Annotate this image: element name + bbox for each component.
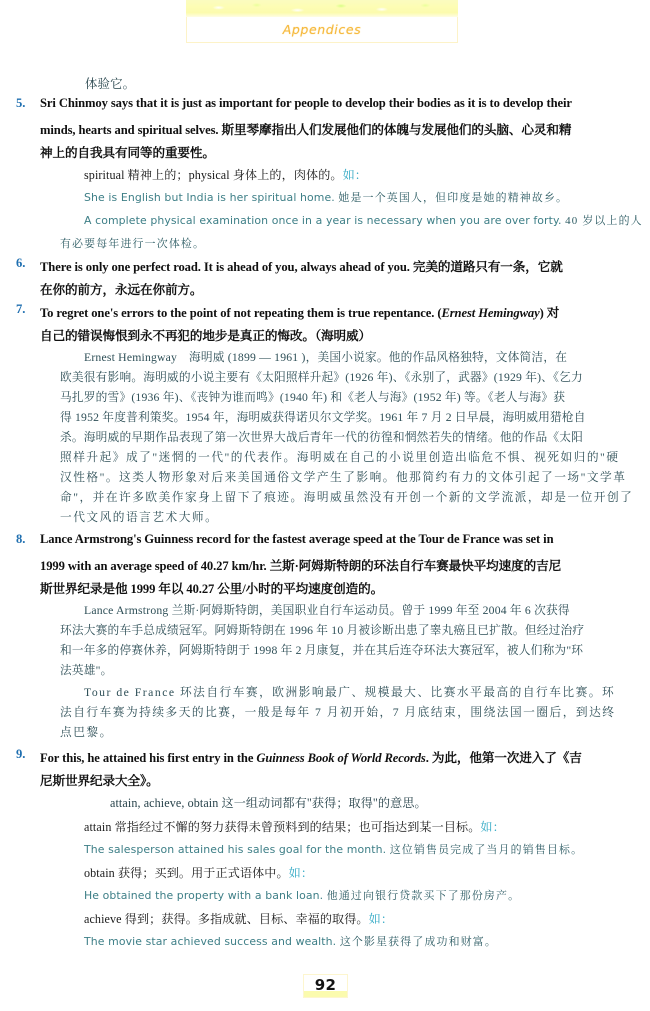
bio-armstrong-line-4: 法英雄"。: [60, 664, 113, 677]
bio-armstrong-line-3: 和一年多的停赛休养，阿姆斯特朗于 1998 年 2 月康复，并在其后连夺环法大赛冠军，被人们称为"环: [60, 644, 584, 657]
bio-hemingway-line-2: 欧美很有影响。海明威的小说主要有《太阳照样升起》(1926 年)、《永别了，武器》(1929 年)、《乞力: [60, 371, 583, 384]
example-physical-1: A complete physical examination once in a year is necessary when you are over forty. 40 岁以上的人: [84, 214, 643, 227]
item-9-line-1: [40, 747, 582, 766]
item-8-line-3: 斯世界纪录是他 1999 年以 40.27 公里/小时的平均速度创造的。: [40, 582, 384, 596]
vocab-gloss-obtain: obtain 获得；买到。用于正式语体中。如：: [84, 866, 314, 880]
example-physical-1-cont: 有必要每年进行一次体检。: [60, 238, 206, 250]
vocab-example-attain: The salesperson attained his sales goal for the month. 这位销售员完成了当月的销售目标。: [84, 843, 584, 856]
cue-word: 如：: [342, 168, 367, 182]
cue-word-attain: 如：: [480, 820, 505, 834]
example-spiritual-1: She is English but India is her spiritual home. 她是一个英国人，但印度是她的精神故乡。: [84, 191, 569, 204]
bio-hemingway-line-1: Ernest Hemingway 海明威 (1899 — 1961 )，美国小说家。他的作品风格独特，文体简洁，在: [84, 351, 568, 364]
cue-word-achieve: 如：: [368, 912, 394, 926]
bio-tourdefrance-line-2: 法自行车赛为持续多天的比赛，一般是每年 7 月初开始，7 月底结束，围绕法国一圈后，到达终: [60, 706, 616, 719]
item-number-8: 8.: [16, 532, 26, 546]
item-7-text-a: To regret one's errors to the point of not repeating them is true repentance. (: [40, 306, 442, 320]
item-7-line-2: 自己的错误悔恨到永不再犯的地步是真正的悔改。（海明威）: [40, 329, 372, 343]
vocab-intro: attain, achieve, obtain 这一组动词都有"获得；取得"的意思。: [110, 796, 427, 810]
bio-hemingway-line-8: 命"，并在许多欧美作家身上留下了痕迹。海明威虽然没有开创一个新的文学流派，却是一位开创了: [60, 491, 634, 504]
page-header: [186, 0, 458, 44]
bio-hemingway-line-4: 得 1952 年度普利策奖。1954 年，海明威获得诺贝尔文学奖。1961 年 7 月 2 日早晨，海明威用猎枪自: [60, 411, 586, 424]
item-7-text-b: ) 对: [539, 306, 560, 320]
item-7-line-1: [40, 302, 559, 321]
bio-armstrong-line-2: 环法大赛的车手总成绩冠军。阿姆斯特朗在 1996 年 10 月被诊断出患了睾丸癌且已扩散。但经过治疗: [60, 624, 585, 637]
item-8-line-2: 1999 with an average speed of 40.27 km/hr. 兰斯·阿姆斯特朗的环法自行车赛最快平均速度的吉尼: [40, 559, 562, 573]
item-6-line-2: 在你的前方，永远在你前方。: [40, 283, 203, 297]
page-number: 92: [314, 976, 337, 994]
header-title-box: [186, 17, 458, 43]
item-number-6: 6.: [16, 256, 26, 270]
vocab-example-obtain: He obtained the property with a bank loan. 他通过向银行贷款买下了那份房产。: [84, 889, 521, 902]
item-number-9: 9.: [16, 747, 26, 761]
bio-tourdefrance-line-3: 点巴黎。: [60, 726, 113, 739]
cue-word-obtain: 如：: [288, 866, 314, 880]
item-9-book-title: Guinness Book of World Records: [256, 751, 426, 765]
item-9-text-a: For this, he attained his first entry in the: [40, 751, 257, 765]
wordnote-headword-spiritual: spiritual 精神上的；physical 身体上的，肉体的。如：: [84, 168, 367, 182]
header-decorative-band: [186, 0, 458, 17]
item-5-line-3: 神上的自我具有同等的重要性。: [40, 146, 215, 160]
vocab-gloss-attain: attain 常指经过不懈的努力获得未曾预料到的结果；也可指达到某一目标。如：: [84, 820, 505, 834]
bio-hemingway-line-7: 汉性格"。这类人物形象对后来美国通俗文学产生了影响。他那简约有力的文体引起了一场"文学革: [60, 471, 627, 484]
item-5-line-2: minds, hearts and spiritual selves. 斯里琴摩指出人们发展他们的体魄与发展他们的头脑、心灵和精: [40, 123, 572, 137]
bio-hemingway-line-6: 照样升起》成了"迷惘的一代"的代表作。海明威在自己的小说里创造出临危不惧、视死如归的"硬: [60, 451, 620, 464]
bio-tourdefrance-line-1: Tour de France 环法自行车赛，欧洲影响最广、规模最大、比赛水平最高的自行车比赛。环: [84, 686, 616, 699]
item-7-attribution: Ernest Hemingway: [441, 306, 540, 320]
item-6-line-1: There is only one perfect road. It is ahead of you, always ahead of you. 完美的道路只有一条，它就: [40, 260, 563, 274]
bio-hemingway-line-5: 杀。海明威的早期作品表现了第一次世界大战后青年一代的彷徨和惘然若失的情绪。他的作品《太阳: [60, 431, 584, 444]
carryover-line: 体验它。: [85, 77, 136, 91]
item-number-7: 7.: [16, 302, 26, 316]
vocab-example-achieve: The movie star achieved success and wealth. 这个影星获得了成功和财富。: [84, 935, 497, 948]
vocab-gloss-achieve: achieve 得到；获得。多指成就、目标、幸福的取得。如：: [84, 912, 394, 926]
bio-hemingway-line-3: 马扎罗的雪》(1936 年)、《丧钟为谁而鸣》(1940 年) 和《老人与海》(1952 年) 等。《老人与海》获: [60, 391, 566, 404]
item-9-text-b: . 为此，他第一次进入了《吉: [425, 751, 582, 765]
page-title: Appendices: [282, 22, 362, 37]
page-number-box: [303, 974, 348, 998]
bio-armstrong-line-1: Lance Armstrong 兰斯·阿姆斯特朗，美国职业自行车运动员。曾于 1999 年至 2004 年 6 次获得: [84, 604, 570, 617]
item-number-5: 5.: [16, 96, 26, 110]
bio-hemingway-line-9: 一代文风的语言艺术大师。: [60, 511, 219, 524]
item-5-line-1: Sri Chinmoy says that it is just as important for people to develop their bodies as it is to develop their: [40, 96, 572, 110]
item-9-line-2: 尼斯世界纪录大全》。: [40, 774, 159, 788]
item-8-line-1: Lance Armstrong's Guinness record for the fastest average speed at the Tour de France was set in: [40, 532, 554, 546]
